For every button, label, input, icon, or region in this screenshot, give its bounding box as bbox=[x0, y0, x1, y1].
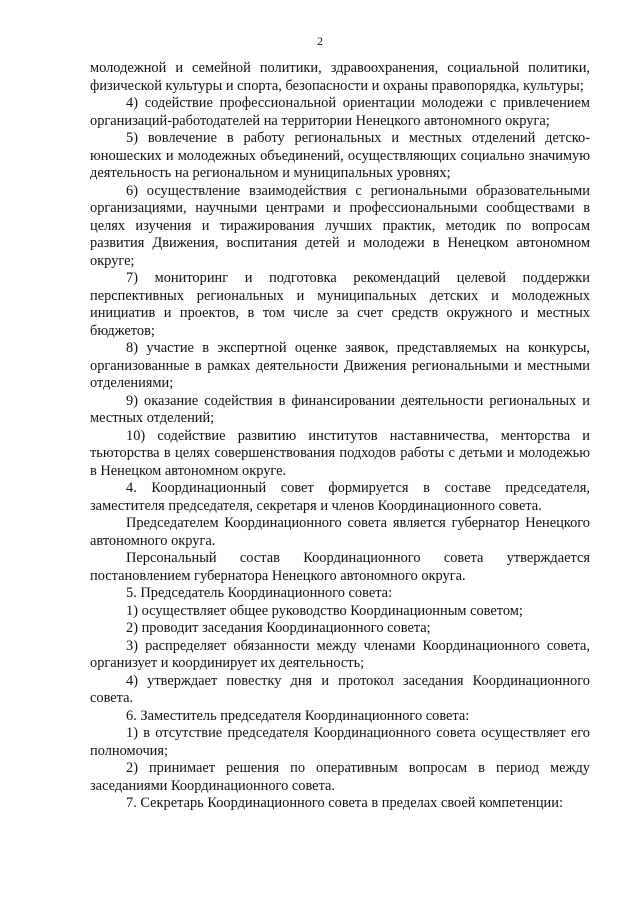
paragraph-item-6-2: 2) принимает решения по оперативным вопросам в период между заседаниями Координационного совета. bbox=[90, 760, 590, 794]
document-body bbox=[90, 60, 590, 813]
paragraph-item-3-6: 6) осуществление взаимодействия с региональными образовательными организациями, научными центрами и профессиональными сообществами в целях изучения и тиражирования лучших практик, методик по вопросам развития Движения, воспитания детей и молодежи в Ненецком автономном округе; bbox=[90, 182, 590, 269]
paragraph-section-7: 7. Секретарь Координационного совета в пределах своей компетенции: bbox=[126, 795, 563, 811]
paragraph-item-3-5: 5) вовлечение в работу региональных и местных отделений детско-юношеских и молодежных объединений, осуществляющих социально значимую деятельность на региональном и муниципальных уровнях; bbox=[90, 130, 590, 181]
paragraph-item-5-1: 1) осуществляет общее руководство Координационным советом; bbox=[126, 602, 523, 619]
paragraph-section-4: 4. Координационный совет формируется в составе председателя, заместителя председателя, секретаря и членов Координационного совета. bbox=[90, 480, 590, 514]
paragraph-item-3-9: 9) оказание содействия в финансировании деятельности региональных и местных отделений; bbox=[90, 392, 590, 426]
paragraph-item-3-7: 7) мониторинг и подготовка рекомендаций целевой поддержки перспективных региональных и муниципальных детских и молодежных инициатив и проектов, в том числе за счет средств окружного и местных бюджетов; bbox=[90, 270, 590, 339]
page-number: 2 bbox=[317, 34, 323, 48]
paragraph-item-5-2: 2) проводит заседания Координационного совета; bbox=[126, 620, 431, 636]
paragraph-continuation: молодежной и семейной политики, здравоохранения, социальной политики, физической культуры и спорта, безопасности и охраны правопорядка, культуры; bbox=[90, 60, 590, 94]
paragraph-item-3-8: 8) участие в экспертной оценке заявок, представляемых на конкурсы, организованные в рамках деятельности Движения региональными и местными отделениями; bbox=[90, 340, 590, 391]
paragraph-chairman: Председателем Координационного совета является губернатор Ненецкого автономного округа. bbox=[90, 515, 590, 549]
paragraph-section-6: 6. Заместитель председателя Координационного совета: bbox=[126, 707, 470, 724]
paragraph-item-6-1: 1) в отсутствие председателя Координационного совета осуществляет его полномочия; bbox=[90, 725, 590, 759]
paragraph-item-5-4: 4) утверждает повестку дня и протокол заседания Координационного совета. bbox=[90, 672, 590, 706]
paragraph-section-5: 5. Председатель Координационного совета: bbox=[126, 585, 393, 601]
paragraph-item-3-10: 10) содействие развитию институтов наставничества, менторства и тьюторства в целях совершенствования подходов работы с детьми и молодежью в Ненецком автономном округе. bbox=[90, 427, 590, 479]
paragraph-item-3-4: 4) содействие профессиональной ориентации молодежи с привлечением организаций-работодателей на территории Ненецкого автономного округа; bbox=[90, 95, 590, 129]
paragraph-personal-composition: Персональный состав Координационного совета утверждается постановлением губернатора Ненецкого автономного округа. bbox=[90, 550, 590, 584]
paragraph-item-5-3: 3) распределяет обязанности между членами Координационного совета, организует и координирует их деятельность; bbox=[90, 637, 590, 671]
